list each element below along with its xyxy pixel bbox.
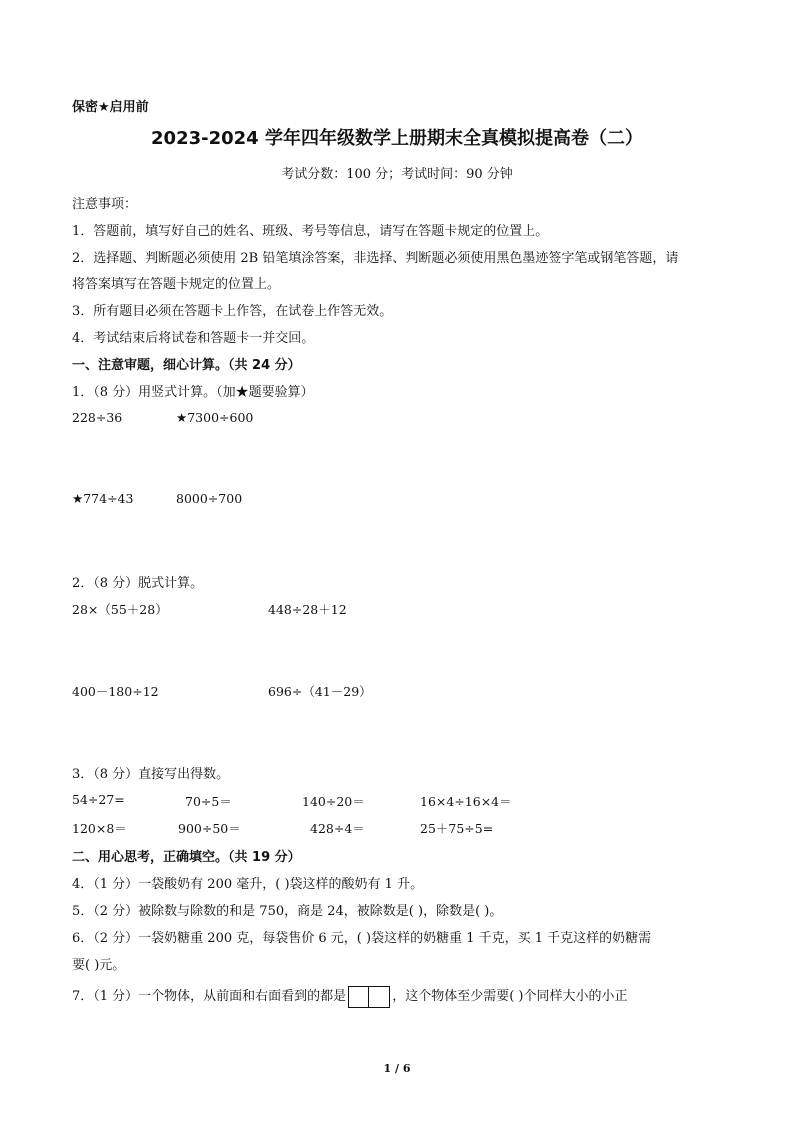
page-title: 2023-2024 学年四年级数学上册期末全真模拟提高卷（二） — [151, 128, 643, 149]
q1-expr-2: ★7300÷600 — [176, 410, 254, 425]
question-7 — [72, 985, 627, 1008]
notes-heading: 注意事项： — [72, 197, 138, 212]
q3-expr-2: 70÷5＝ — [185, 794, 232, 809]
question-1-stem: 1．（8 分）用竖式计算。（加★题要验算） — [72, 385, 314, 400]
q1-expr-3: ★774÷43 — [72, 491, 134, 506]
q3-expr-4: 16×4÷16×4＝ — [420, 794, 512, 809]
q7-text-before: 7．（1 分）一个物体，从前面和右面看到的都是 — [72, 989, 347, 1004]
two-square-view-figure — [348, 986, 390, 1008]
note-item-1: 1．答题前，填写好自己的姓名、班级、考号等信息，请写在答题卡规定的位置上。 — [72, 224, 549, 239]
question-4: 4．（1 分）一袋酸奶有 200 毫升，( )袋这样的酸奶有 1 升。 — [72, 877, 424, 892]
q7-text-after: ，这个物体至少需要( )个同样大小的小正 — [392, 989, 628, 1004]
q3-expr-3: 140÷20＝ — [302, 794, 365, 809]
question-2-stem: 2．（8 分）脱式计算。 — [72, 576, 204, 591]
note-item-3: 3．所有题目必须在答题卡上作答，在试卷上作答无效。 — [72, 304, 393, 319]
q3-expr-8: 25＋75÷5= — [420, 821, 494, 836]
q3-expr-7: 428÷4＝ — [310, 821, 365, 836]
note-item-2: 2．选择题、判断题必须使用 2B 铅笔填涂答案，非选择、判断题必须使用黑色墨迹签字笔或钢笔答题，请 — [72, 251, 679, 266]
q3-expr-1: 54÷27= — [72, 792, 125, 807]
confidential-label: 保密★启用前 — [72, 100, 149, 115]
q3-expr-5: 120×8＝ — [72, 821, 127, 836]
q2-expr-3: 400－180÷12 — [72, 684, 159, 699]
note-item-4: 4．考试结束后将试卷和答题卡一并交回。 — [72, 331, 315, 346]
q2-expr-1: 28×（55＋28） — [72, 602, 168, 617]
note-item-2-cont: 将答案填写在答题卡规定的位置上。 — [72, 277, 281, 292]
q2-expr-2: 448÷28＋12 — [268, 602, 347, 617]
section-2-heading: 二、用心思考，正确填空。（共 19 分） — [72, 850, 301, 865]
section-1-heading: 一、注意审题，细心计算。（共 24 分） — [72, 358, 301, 373]
exam-info: 考试分数：100 分；考试时间：90 分钟 — [281, 167, 513, 182]
question-3-stem: 3．（8 分）直接写出得数。 — [72, 767, 230, 782]
question-6-cont: 要( )元。 — [72, 958, 126, 973]
question-5: 5．（2 分）被除数与除数的和是 750，商是 24，被除数是( )，除数是( )。 — [72, 904, 503, 919]
q2-expr-4: 696÷（41－29） — [268, 684, 372, 699]
q1-expr-4: 8000÷700 — [176, 491, 243, 506]
q3-expr-6: 900÷50＝ — [178, 821, 241, 836]
question-6: 6．（2 分）一袋奶糖重 200 克，每袋售价 6 元，( )袋这样的奶糖重 1 千克，买 1 千克这样的奶糖需 — [72, 931, 652, 946]
q1-expr-1: 228÷36 — [72, 410, 123, 425]
page-number: 1 / 6 — [383, 1062, 411, 1075]
